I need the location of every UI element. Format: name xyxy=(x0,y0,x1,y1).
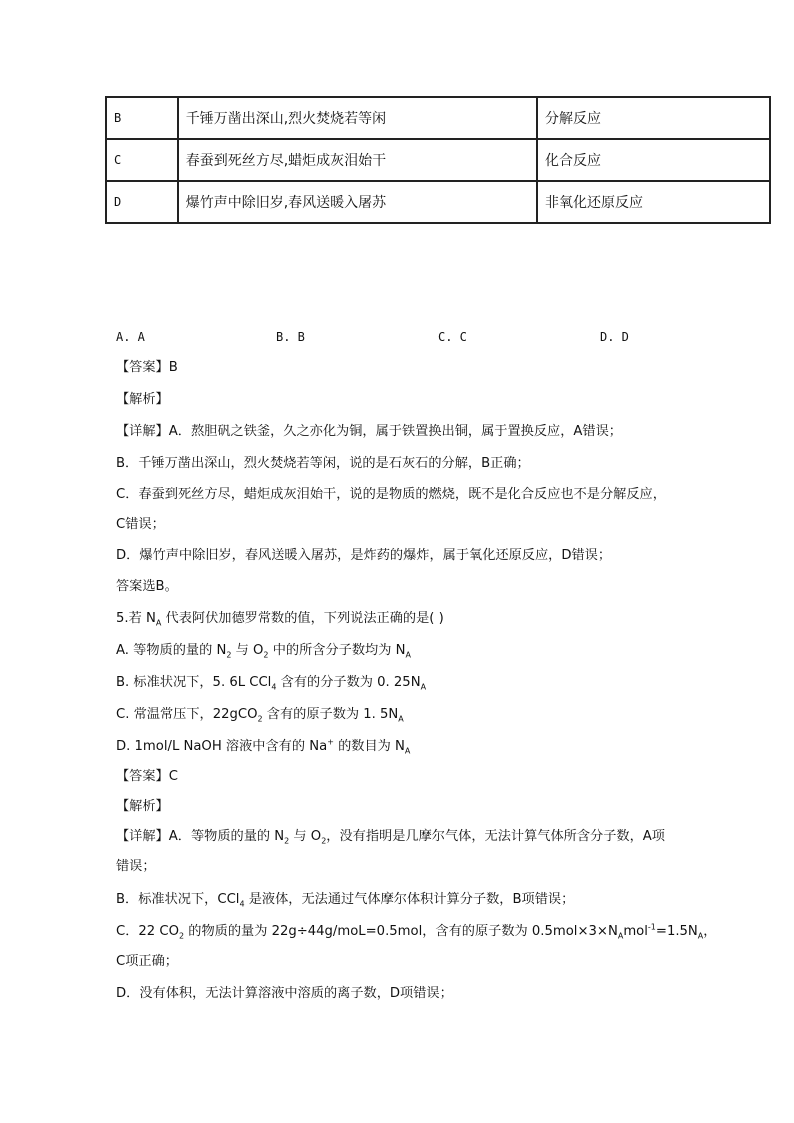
text-part: B. 标准状况下，5. 6L CCl xyxy=(116,675,272,690)
text-part: C. 常温常压下，22gCO xyxy=(116,707,258,722)
q4-answer: 【答案】B xyxy=(116,360,178,375)
text-part: B．标准状况下，CCl xyxy=(116,892,240,907)
row-label: B xyxy=(106,97,178,139)
option-a: A. A xyxy=(116,330,145,344)
q5-detail-c-line1 xyxy=(116,922,716,942)
text-sub: 2 xyxy=(321,836,327,846)
text-sub: A xyxy=(420,682,427,692)
q4-detail-a: 【详解】A．熬胆矾之铁釜，久之亦化为铜，属于铁置换出铜，属于置换反应，A错误； xyxy=(116,424,622,439)
row-reaction: 分解反应 xyxy=(537,97,770,139)
table-row xyxy=(106,139,770,181)
text-part: 与 O xyxy=(231,643,264,658)
row-reaction: 化合反应 xyxy=(537,139,770,181)
q5-detail-c-line2: C项正确； xyxy=(116,954,178,969)
text-sub: 2 xyxy=(226,650,232,660)
row-reaction: 非氧化还原反应 xyxy=(537,181,770,223)
row-label: C xyxy=(106,139,178,181)
text-part: 含有的原子数为 1. 5N xyxy=(262,707,399,722)
text-sub: A xyxy=(697,931,704,941)
text-part: 含有的分子数为 0. 25N xyxy=(276,675,421,690)
text-part: 是液体，无法通过气体摩尔体积计算分子数，B项错误； xyxy=(244,892,575,907)
text-sub: 4 xyxy=(239,899,245,909)
q5-stem-sub: A xyxy=(155,618,162,628)
text-sub: A xyxy=(617,931,624,941)
text-part: mol xyxy=(623,924,648,939)
text-sub: 2 xyxy=(257,714,263,724)
text-part: 的物质的量为 22g÷44g/moL=0.5mol，含有的原子数为 0.5mol×3×N xyxy=(184,924,618,939)
q4-detail-d: D．爆竹声中除旧岁，春风送暖入屠苏，是炸药的爆炸，属于氧化还原反应，D错误； xyxy=(116,548,612,563)
q5-stem-part: 5.若 N xyxy=(116,611,156,626)
q5-detail-b xyxy=(116,890,574,910)
row-verse: 春蚕到死丝方尽,蜡炬成灰泪始干 xyxy=(178,139,537,181)
text-sub: A xyxy=(398,714,404,724)
table-row xyxy=(106,181,770,223)
text-part: D. 1mol/L NaOH 溶液中含有的 Na xyxy=(116,739,328,754)
text-part: 与 O xyxy=(289,829,322,844)
text-sub: 2 xyxy=(178,931,185,941)
q5-stem-part: 代表阿伏加德罗常数的值，下列说法正确的是( ) xyxy=(161,611,444,626)
q4-conclusion: 答案选B。 xyxy=(116,579,178,594)
text-part: ， xyxy=(703,924,717,939)
q5-option-d xyxy=(116,737,410,757)
q5-option-b xyxy=(116,673,426,693)
text-part: ，没有指明是几摩尔气体，无法计算气体所含分子数，A项 xyxy=(326,829,665,844)
q5-option-a xyxy=(116,641,411,661)
table-row xyxy=(106,97,770,139)
text-part: C．22 CO xyxy=(116,924,179,939)
text-sup: + xyxy=(327,737,334,747)
option-c: C. C xyxy=(438,330,467,344)
option-d: D. D xyxy=(600,330,629,344)
q5-option-c xyxy=(116,705,404,725)
row-label: D xyxy=(106,181,178,223)
text-sub: 4 xyxy=(271,682,277,692)
row-verse: 千锤万凿出深山,烈火焚烧若等闲 xyxy=(178,97,537,139)
text-part: =1.5N xyxy=(655,924,698,939)
text-sub: A xyxy=(405,650,411,660)
text-part: A. 等物质的量的 N xyxy=(116,643,227,658)
text-part: 的数目为 N xyxy=(333,739,405,754)
q5-analysis-heading: 【解析】 xyxy=(116,799,169,814)
q5-stem xyxy=(116,609,444,629)
option-b: B. B xyxy=(276,330,305,344)
q4-detail-b: B．千锤万凿出深山，烈火焚烧若等闲，说的是石灰石的分解，B正确； xyxy=(116,456,530,471)
q5-detail-d: D．没有体积，无法计算溶液中溶质的离子数，D项错误； xyxy=(116,986,453,1001)
options-table xyxy=(105,96,771,224)
text-part: 中的所含分子数均为 N xyxy=(268,643,406,658)
text-part: 【详解】A．等物质的量的 N xyxy=(116,829,285,844)
q4-detail-c-line1: C．春蚕到死丝方尽，蜡炬成灰泪始干，说的是物质的燃烧，既不是化合反应也不是分解反应， xyxy=(116,487,666,502)
q4-analysis-heading: 【解析】 xyxy=(116,392,169,407)
q5-detail-a-line2: 错误； xyxy=(116,859,156,874)
q5-answer: 【答案】C xyxy=(116,769,178,784)
row-verse: 爆竹声中除旧岁,春风送暖入屠苏 xyxy=(178,181,537,223)
q4-detail-c-line2: C错误； xyxy=(116,517,165,532)
text-sub: A xyxy=(404,746,411,756)
text-sub: 2 xyxy=(263,650,269,660)
text-sup: -1 xyxy=(647,922,656,932)
text-sub: 2 xyxy=(284,836,290,846)
q5-detail-a-line1 xyxy=(116,827,665,847)
